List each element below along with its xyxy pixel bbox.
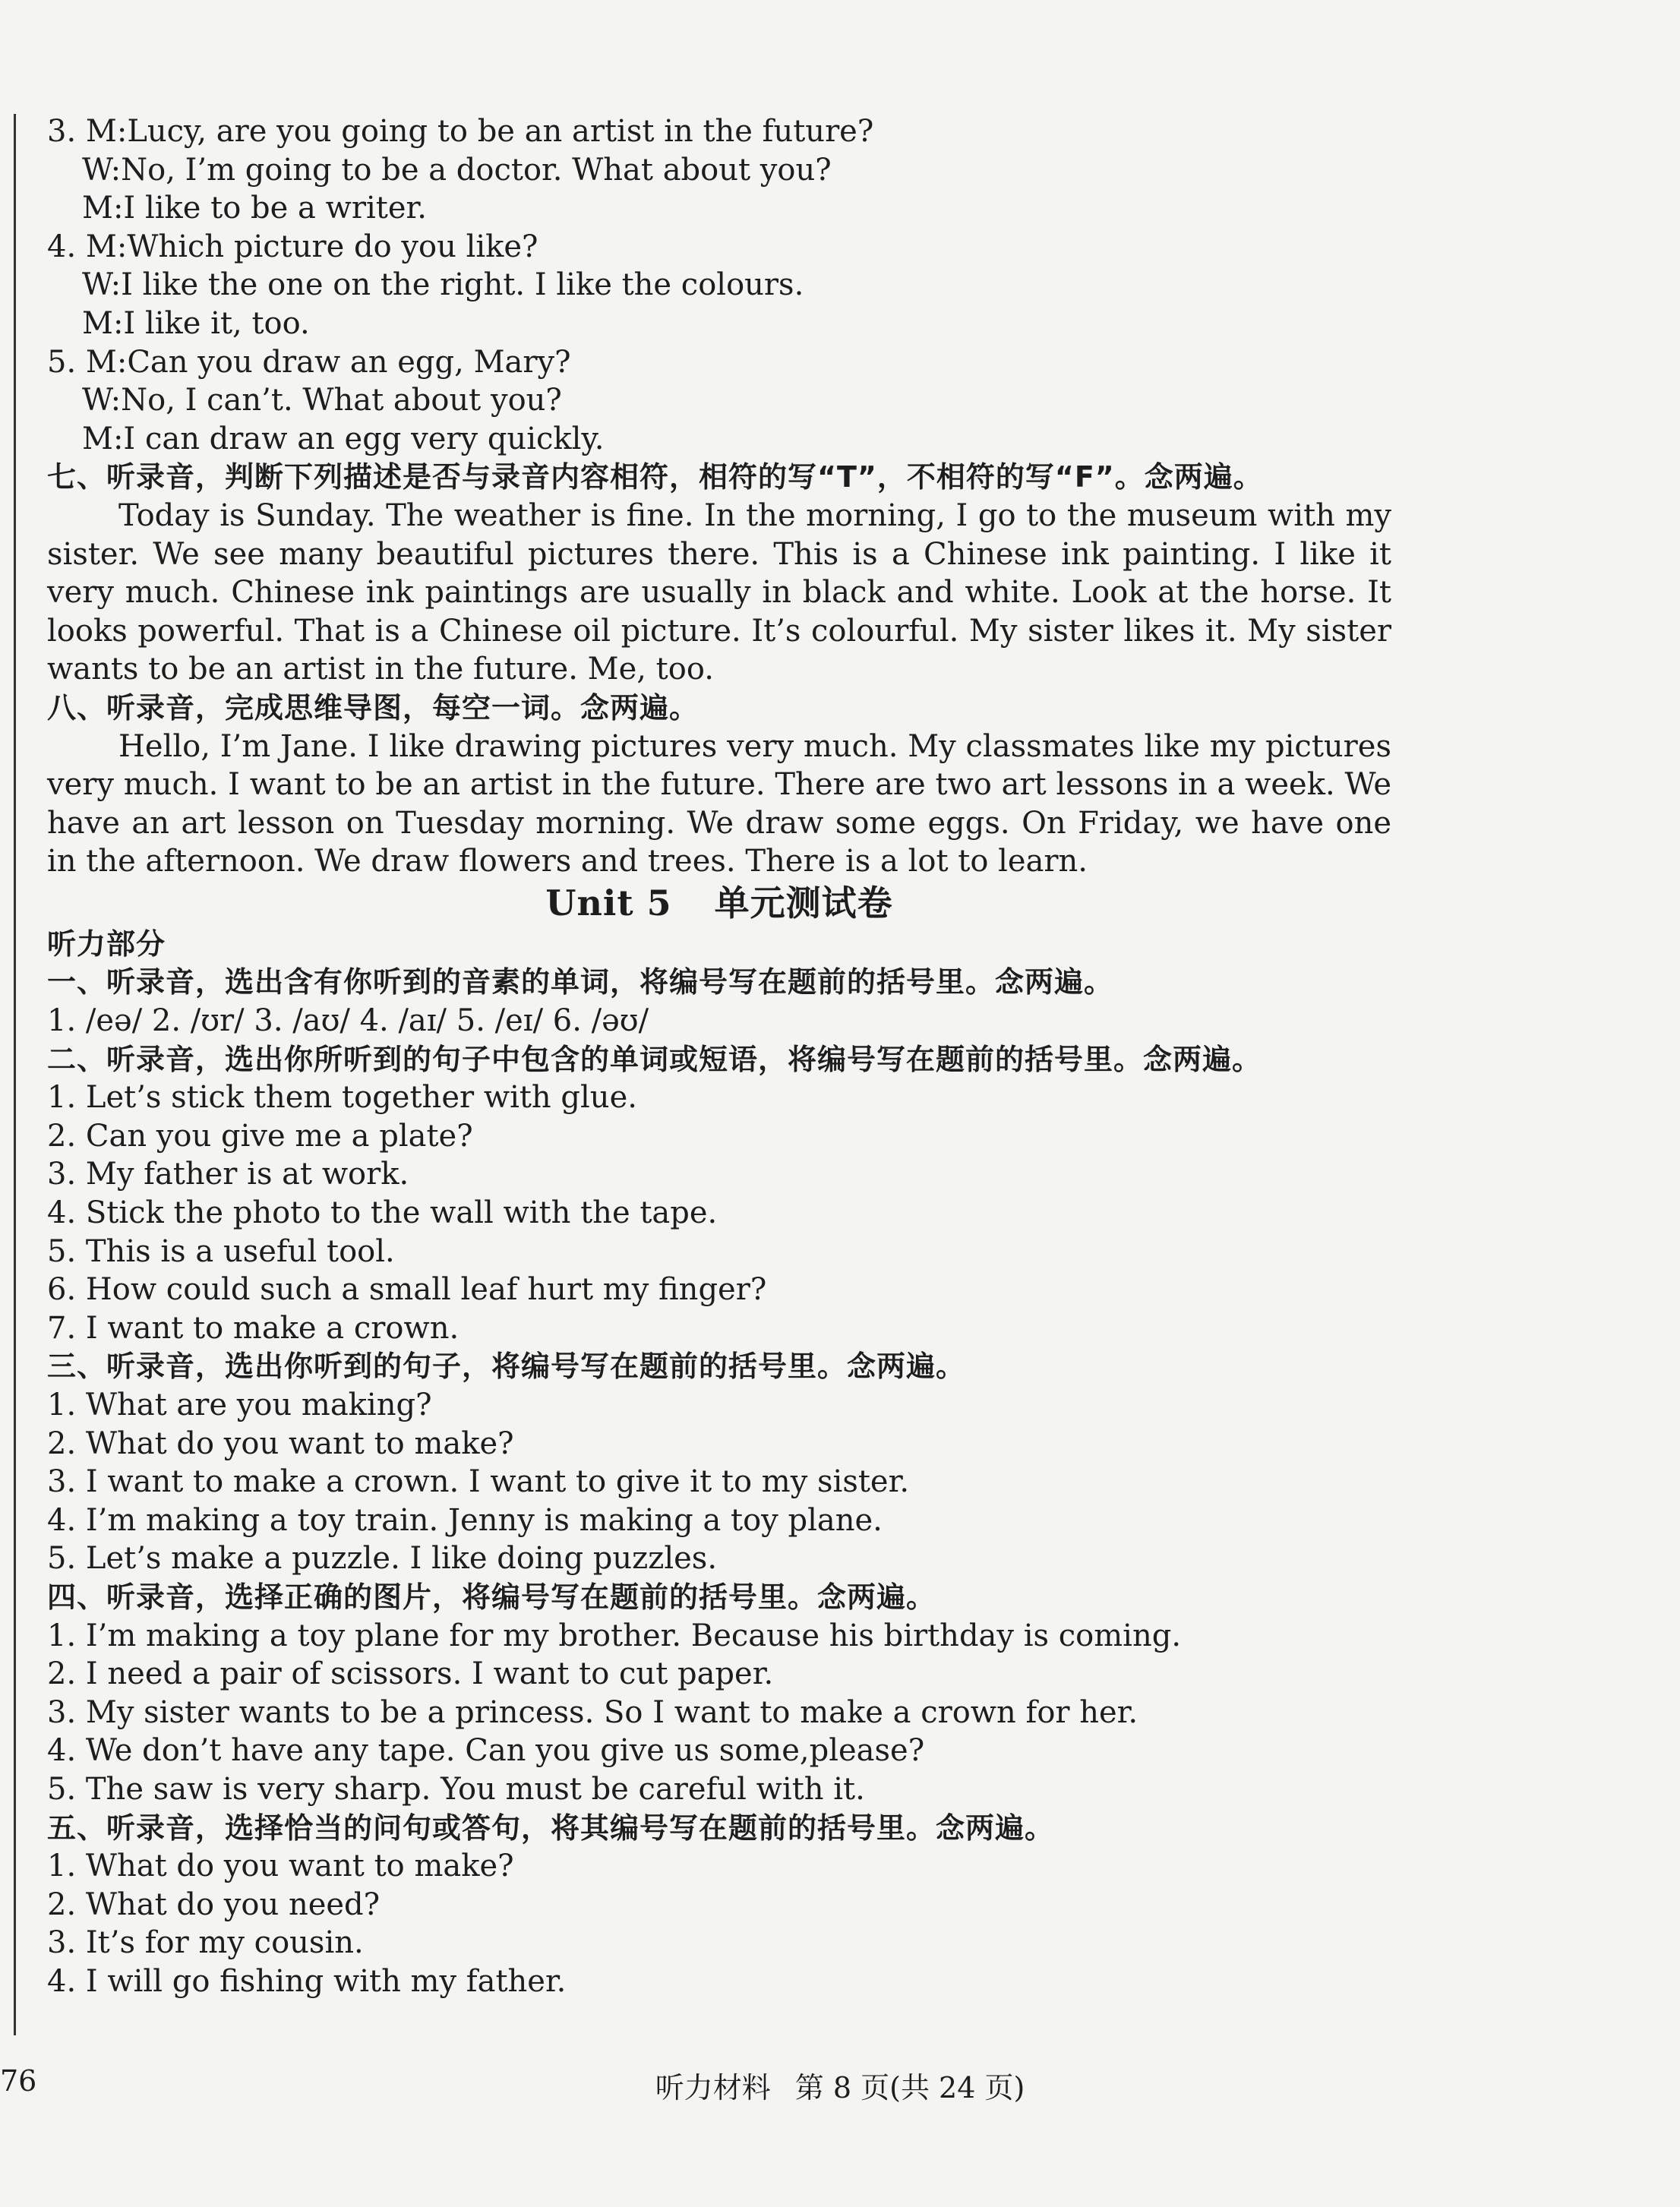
text-line: 4. I will go fishing with my father.	[47, 1963, 567, 1999]
text-line: 5. Let’s make a puzzle. I like doing puzzles.	[47, 1541, 718, 1577]
text-line: 2. Can you give me a plate?	[47, 1118, 473, 1154]
text-line: M:I can draw an egg very quickly.	[82, 421, 605, 456]
page-footer	[0, 2064, 1680, 2110]
section-heading: 二、听录音，选出你所听到的句子中包含的单词或短语，将编号写在题前的括号里。念两遍。	[47, 1042, 1262, 1076]
text-line: M:I like it, too.	[82, 305, 310, 341]
unit-name: 单元测试卷	[714, 882, 893, 924]
section-heading: 四、听录音，选择正确的图片，将编号写在题前的括号里。念两遍。	[47, 1580, 936, 1614]
text-line: W:No, I can’t. What about you?	[82, 383, 562, 418]
unit-number: Unit 5	[545, 882, 672, 924]
text-line: 5. M:Can you draw an egg, Mary?	[47, 344, 571, 380]
section-heading: 三、听录音，选出你听到的句子，将编号写在题前的括号里。念两遍。	[47, 1350, 966, 1384]
text-line: 3. My father is at work.	[47, 1157, 409, 1192]
transcript-paragraph: Hello, I’m Jane. I like drawing pictures very much. My classmates like my pictures very much. I want to be an artist in the future. There are two art lessons in a week. We have an art lesson on Tuesday morning. We draw some eggs. On Friday, we have one in the afternoon. We draw flowers and trees. There is a lot to learn.	[47, 728, 1391, 879]
text-line: 3. I want to make a crown. I want to give it to my sister.	[47, 1464, 910, 1500]
text-line: 7. I want to make a crown.	[47, 1310, 459, 1346]
text-line: 1. What are you making?	[47, 1388, 432, 1422]
text-line: 4. Stick the photo to the wall with the tape.	[47, 1195, 718, 1231]
text-line: 5. The saw is very sharp. You must be careful with it.	[47, 1771, 865, 1807]
text-line: M:I like to be a writer.	[82, 191, 427, 226]
text-line: 2. What do you need?	[47, 1887, 381, 1922]
content-column	[47, 112, 1391, 2001]
text-line: W:No, I’m going to be a doctor. What about you?	[82, 152, 832, 188]
text-line: 1. What do you want to make?	[47, 1849, 514, 1884]
text-line: 2. What do you want to make?	[47, 1426, 514, 1461]
text-line: 6. How could such a small leaf hurt my finger?	[47, 1272, 767, 1308]
text-line: 3. It’s for my cousin.	[47, 1925, 364, 1961]
text-line: 3. M:Lucy, are you going to be an artist in the future?	[47, 114, 874, 149]
section-heading: 八、听录音，完成思维导图，每空一词。念两遍。	[47, 690, 699, 725]
text-line: 4. M:Which picture do you like?	[47, 229, 538, 264]
text-line: W:I like the one on the right. I like the colours.	[82, 267, 804, 303]
text-line: 1. /eə/ 2. /ʊr/ 3. /aʊ/ 4. /aɪ/ 5. /eɪ/ 6. /əʊ/	[47, 1003, 649, 1039]
transcript-paragraph: Today is Sunday. The weather is fine. In the morning, I go to the museum with my sister. We see many beautiful pictures there. This is a Chinese ink painting. I like it very much. Chinese ink paintings are usually in black and white. Look at the horse. It looks powerful. That is a Chinese oil picture. It’s colourful. My sister likes it. My sister wants to be an artist in the future. Me, too.	[47, 497, 1391, 687]
page-number: 76	[0, 2064, 37, 2098]
text-line: 3. My sister wants to be a princess. So I want to make a crown for her.	[47, 1694, 1138, 1730]
text-line: 5. This is a useful tool.	[47, 1233, 395, 1269]
footer-page-info: 第 8 页(共 24 页)	[794, 2071, 1025, 2104]
section-heading: 五、听录音，选择恰当的问句或答句，将其编号写在题前的括号里。念两遍。	[47, 1811, 1055, 1845]
text-line: 1. I’m making a toy plane for my brother. Because his birthday is coming.	[47, 1618, 1182, 1653]
footer-label: 听力材料	[655, 2071, 771, 2104]
section-heading: 一、听录音，选出含有你听到的音素的单词，将编号写在题前的括号里。念两遍。	[47, 965, 1114, 999]
left-margin-rule	[14, 114, 16, 2035]
text-line: 4. We don’t have any tape. Can you give us some,please?	[47, 1733, 925, 1769]
text-line: 4. I’m making a toy train. Jenny is making a toy plane.	[47, 1502, 883, 1538]
text-line: 1. Let’s stick them together with glue.	[47, 1080, 637, 1116]
section-heading: 听力部分	[47, 927, 166, 961]
text-line: 2. I need a pair of scissors. I want to cut paper.	[47, 1656, 774, 1692]
footer-caption	[0, 2064, 1680, 2106]
unit-heading	[47, 881, 1391, 925]
section-heading: 七、听录音，判断下列描述是否与录音内容相符，相符的写“T”，不相符的写“F”。念两遍。	[47, 460, 1263, 494]
